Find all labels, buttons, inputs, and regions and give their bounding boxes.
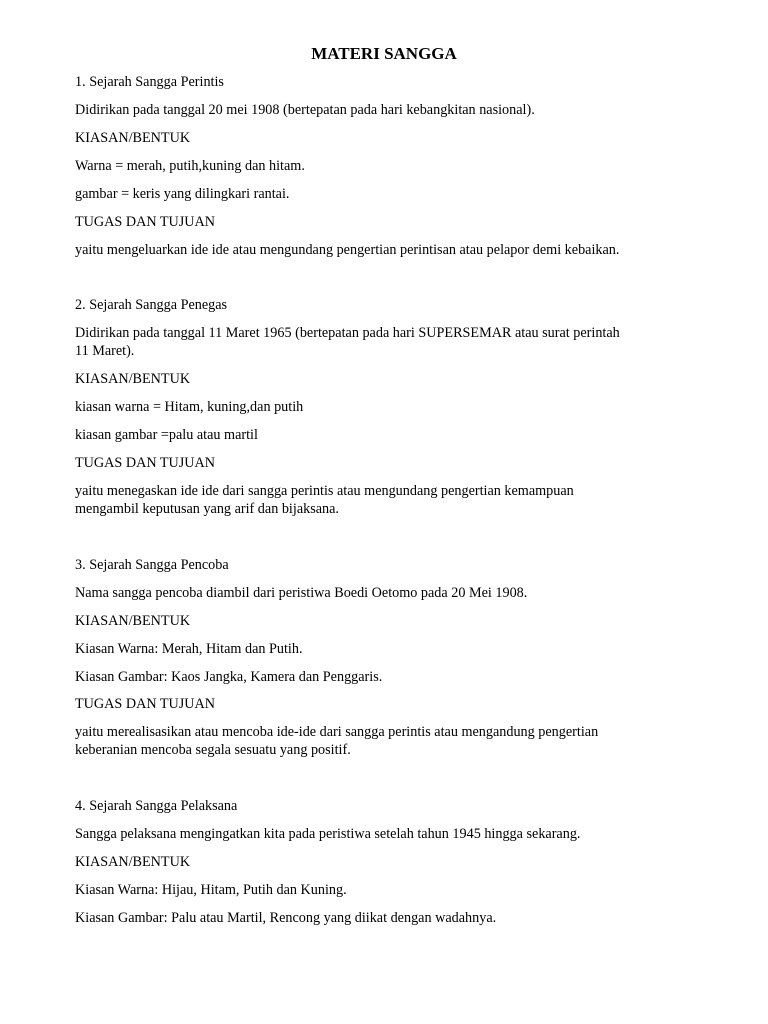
- section-3-gambar: Kiasan Gambar: Kaos Jangka, Kamera dan Penggaris.: [75, 669, 383, 685]
- section-4-founded: Sangga pelaksana mengingatkan kita pada peristiwa setelah tahun 1945 hingga sekarang.: [75, 826, 581, 842]
- section-1-kiasan-label: KIASAN/BENTUK: [75, 130, 191, 146]
- section-3-founded: Nama sangga pencoba diambil dari peristiwa Boedi Oetomo pada 20 Mei 1908.: [75, 585, 528, 601]
- section-1-gambar: gambar = keris yang dilingkari rantai.: [75, 186, 290, 202]
- section-3-kiasan-label: KIASAN/BENTUK: [75, 613, 191, 629]
- section-2-founded-line-2: 11 Maret).: [75, 343, 135, 359]
- section-1-tugas: yaitu mengeluarkan ide ide atau mengundang pengertian perintisan atau pelapor demi kebaikan.: [75, 242, 620, 258]
- section-1-warna: Warna = merah, putih,kuning dan hitam.: [75, 158, 305, 174]
- section-4-heading: 4. Sejarah Sangga Pelaksana: [75, 798, 238, 814]
- section-3-tugas-line-1: yaitu merealisasikan atau mencoba ide-ide dari sangga perintis atau mengandung pengertian: [75, 724, 599, 740]
- section-3-tugas-line-2: keberanian mencoba segala sesuatu yang positif.: [75, 742, 351, 758]
- document-title: MATERI SANGGA: [311, 44, 457, 63]
- section-2-heading: 2. Sejarah Sangga Penegas: [75, 297, 228, 313]
- section-2-tugas-label: TUGAS DAN TUJUAN: [75, 455, 216, 471]
- section-3-heading: 3. Sejarah Sangga Pencoba: [75, 557, 229, 573]
- section-4-kiasan-label: KIASAN/BENTUK: [75, 854, 191, 870]
- section-2-gambar: kiasan gambar =palu atau martil: [75, 427, 258, 443]
- section-4-warna: Kiasan Warna: Hijau, Hitam, Putih dan Kuning.: [75, 882, 347, 898]
- section-4-gambar: Kiasan Gambar: Palu atau Martil, Rencong yang diikat dengan wadahnya.: [75, 910, 497, 926]
- section-2-tugas-line-2: mengambil keputusan yang arif dan bijaksana.: [75, 501, 339, 517]
- section-2-founded-line-1: Didirikan pada tanggal 11 Maret 1965 (bertepatan pada hari SUPERSEMAR atau surat perintah: [75, 325, 620, 341]
- section-3-tugas-label: TUGAS DAN TUJUAN: [75, 696, 216, 712]
- section-2-kiasan-label: KIASAN/BENTUK: [75, 371, 191, 387]
- section-1-tugas-label: TUGAS DAN TUJUAN: [75, 214, 216, 230]
- section-3-warna: Kiasan Warna: Merah, Hitam dan Putih.: [75, 641, 303, 657]
- section-2-tugas-line-1: yaitu menegaskan ide ide dari sangga perintis atau mengundang pengertian kemampuan: [75, 483, 574, 499]
- section-1-founded: Didirikan pada tanggal 20 mei 1908 (bertepatan pada hari kebangkitan nasional).: [75, 102, 535, 118]
- section-1-heading: 1. Sejarah Sangga Perintis: [75, 74, 224, 90]
- section-2-warna: kiasan warna = Hitam, kuning,dan putih: [75, 399, 304, 415]
